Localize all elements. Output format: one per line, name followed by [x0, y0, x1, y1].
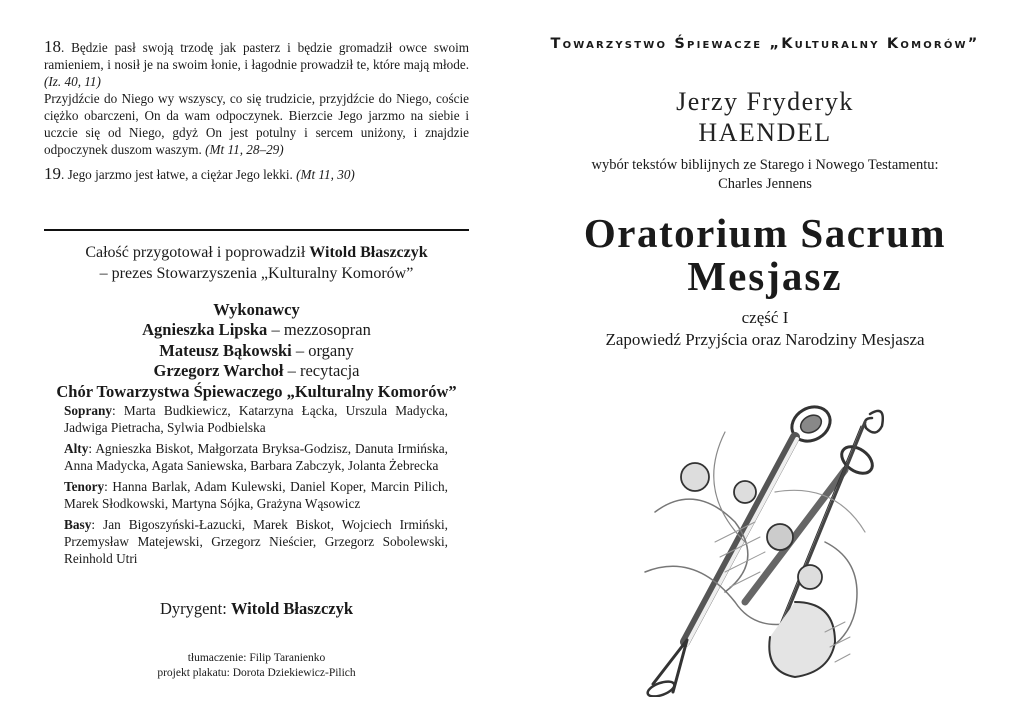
conductor-label: Dyrygent: — [159, 599, 231, 618]
voice-label: Alty — [64, 441, 89, 456]
voice-names: : Jan Bigoszyński-Łazucki, Marek Biskot, Wojciech Irmiński, Przemysław Matejewski, Grzegorz Nieścier, Grzegorz Sobolewski, Reinhold Utri — [64, 517, 448, 566]
performer-1 — [44, 320, 469, 341]
voice-alto — [64, 440, 448, 474]
part-title: Zapowiedź Przyjścia oraz Narodziny Mesjasza — [605, 330, 925, 349]
prepared-by — [44, 242, 469, 263]
credits-block — [44, 242, 469, 402]
verse-reference: (Mt 11, 28–29) — [205, 142, 284, 157]
voice-soprano — [64, 402, 448, 436]
footer-credits — [44, 651, 469, 681]
conductor-name: Witold Błaszczyk — [230, 599, 354, 618]
verse-19 — [44, 165, 469, 183]
performer-name: Mateusz Bąkowski — [159, 340, 292, 360]
verse-number: 19 — [44, 164, 61, 183]
performers-heading: Wykonawcy — [213, 300, 300, 319]
performer-role: – mezzosopran — [267, 320, 371, 339]
prepared-name: Witold Błaszczyk — [309, 244, 428, 261]
voice-sections — [64, 402, 448, 571]
verse-number: 18 — [44, 37, 61, 56]
translation-credit: tłumaczenie: Filip Taranienko — [187, 652, 326, 664]
verse-reference: (Mt 11, 30) — [296, 167, 355, 182]
right-column — [530, 36, 1000, 351]
verse-18 — [44, 38, 469, 158]
performer-3 — [44, 361, 469, 382]
part-number: część I — [741, 308, 789, 327]
voice-label: Basy — [64, 517, 92, 532]
divider-line — [44, 229, 469, 231]
voice-names: : Agnieszka Biskot, Małgorzata Bryksa-Godzisz, Danuta Irmińska, Anna Madycka, Agata Saniewska, Barbara Zabczyk, Jolanta Żebrecka — [64, 441, 448, 473]
work-title: Oratorium Sacrum — [583, 210, 947, 256]
society-name: Towarzystwo Śpiewacze „Kulturalny Komorów” — [550, 36, 980, 52]
performer-2 — [44, 341, 469, 362]
left-column — [44, 38, 469, 183]
work-subtitle: Mesjasz — [687, 253, 843, 299]
voice-tenor — [64, 478, 448, 512]
prepared-role: – prezes Stowarzyszenia „Kulturalny Komorów” — [99, 265, 414, 282]
voice-bass — [64, 516, 448, 567]
conductor — [44, 599, 469, 619]
voice-label: Tenory — [64, 479, 105, 494]
composer-name: Jerzy Fryderyk — [676, 87, 854, 116]
performer-role: – organy — [291, 340, 354, 360]
poster-credit: projekt plakatu: Dorota Dziekiewicz-Pilich — [157, 667, 356, 679]
verse-text: . Jego jarzmo jest łatwe, a ciężar Jego lekki. — [61, 167, 297, 182]
performer-name: Agnieszka Lipska — [142, 320, 268, 339]
performer-name: Grzegorz Warchoł — [153, 361, 284, 380]
composer-surname: HAENDEL — [698, 118, 832, 147]
verse-reference: (Iz. 40, 11) — [44, 74, 101, 89]
prepared-text: Całość przygotował i poprowadził — [85, 244, 310, 261]
verse-text: . Będzie pasł swoją trzodę jak pasterz i będzie gromadził owce swoim ramieniem, i nosił je na swoim łonie, i łagodnie prowadził te, które mają młode. — [44, 40, 469, 72]
voice-label: Soprany — [64, 403, 113, 418]
libretto-line-1: wybór tekstów biblijnych ze Starego i Nowego Testamentu: — [591, 157, 939, 173]
choir-name: Chór Towarzystwa Śpiewaczego „Kulturalny Komorów” — [56, 381, 457, 401]
voice-names: : Marta Budkiewicz, Katarzyna Łącka, Urszula Madycka, Jadwiga Pietracha, Sylwia Podbielska — [64, 403, 448, 435]
voice-names: : Hanna Barlak, Adam Kulewski, Daniel Koper, Marcin Pilich, Marek Słodkowski, Martyna Sójka, Grażyna Wąsowicz — [64, 479, 448, 511]
performer-role: – recytacja — [283, 361, 360, 380]
libretto-line-2: Charles Jennens — [718, 176, 812, 192]
verse-text: Przyjdźcie do Niego wy wszyscy, co się trudzicie, przyjdźcie do Niego, coście ciężko obarczeni, On da wam odpoczynek. Bierzcie Jego jarzmo na siebie i uczcie się od Niego, gdyż On jest potulny i sercem uniżony, i znajdzie odpoczynek duszom waszym. — [44, 91, 469, 157]
instruments-illustration — [625, 392, 900, 697]
